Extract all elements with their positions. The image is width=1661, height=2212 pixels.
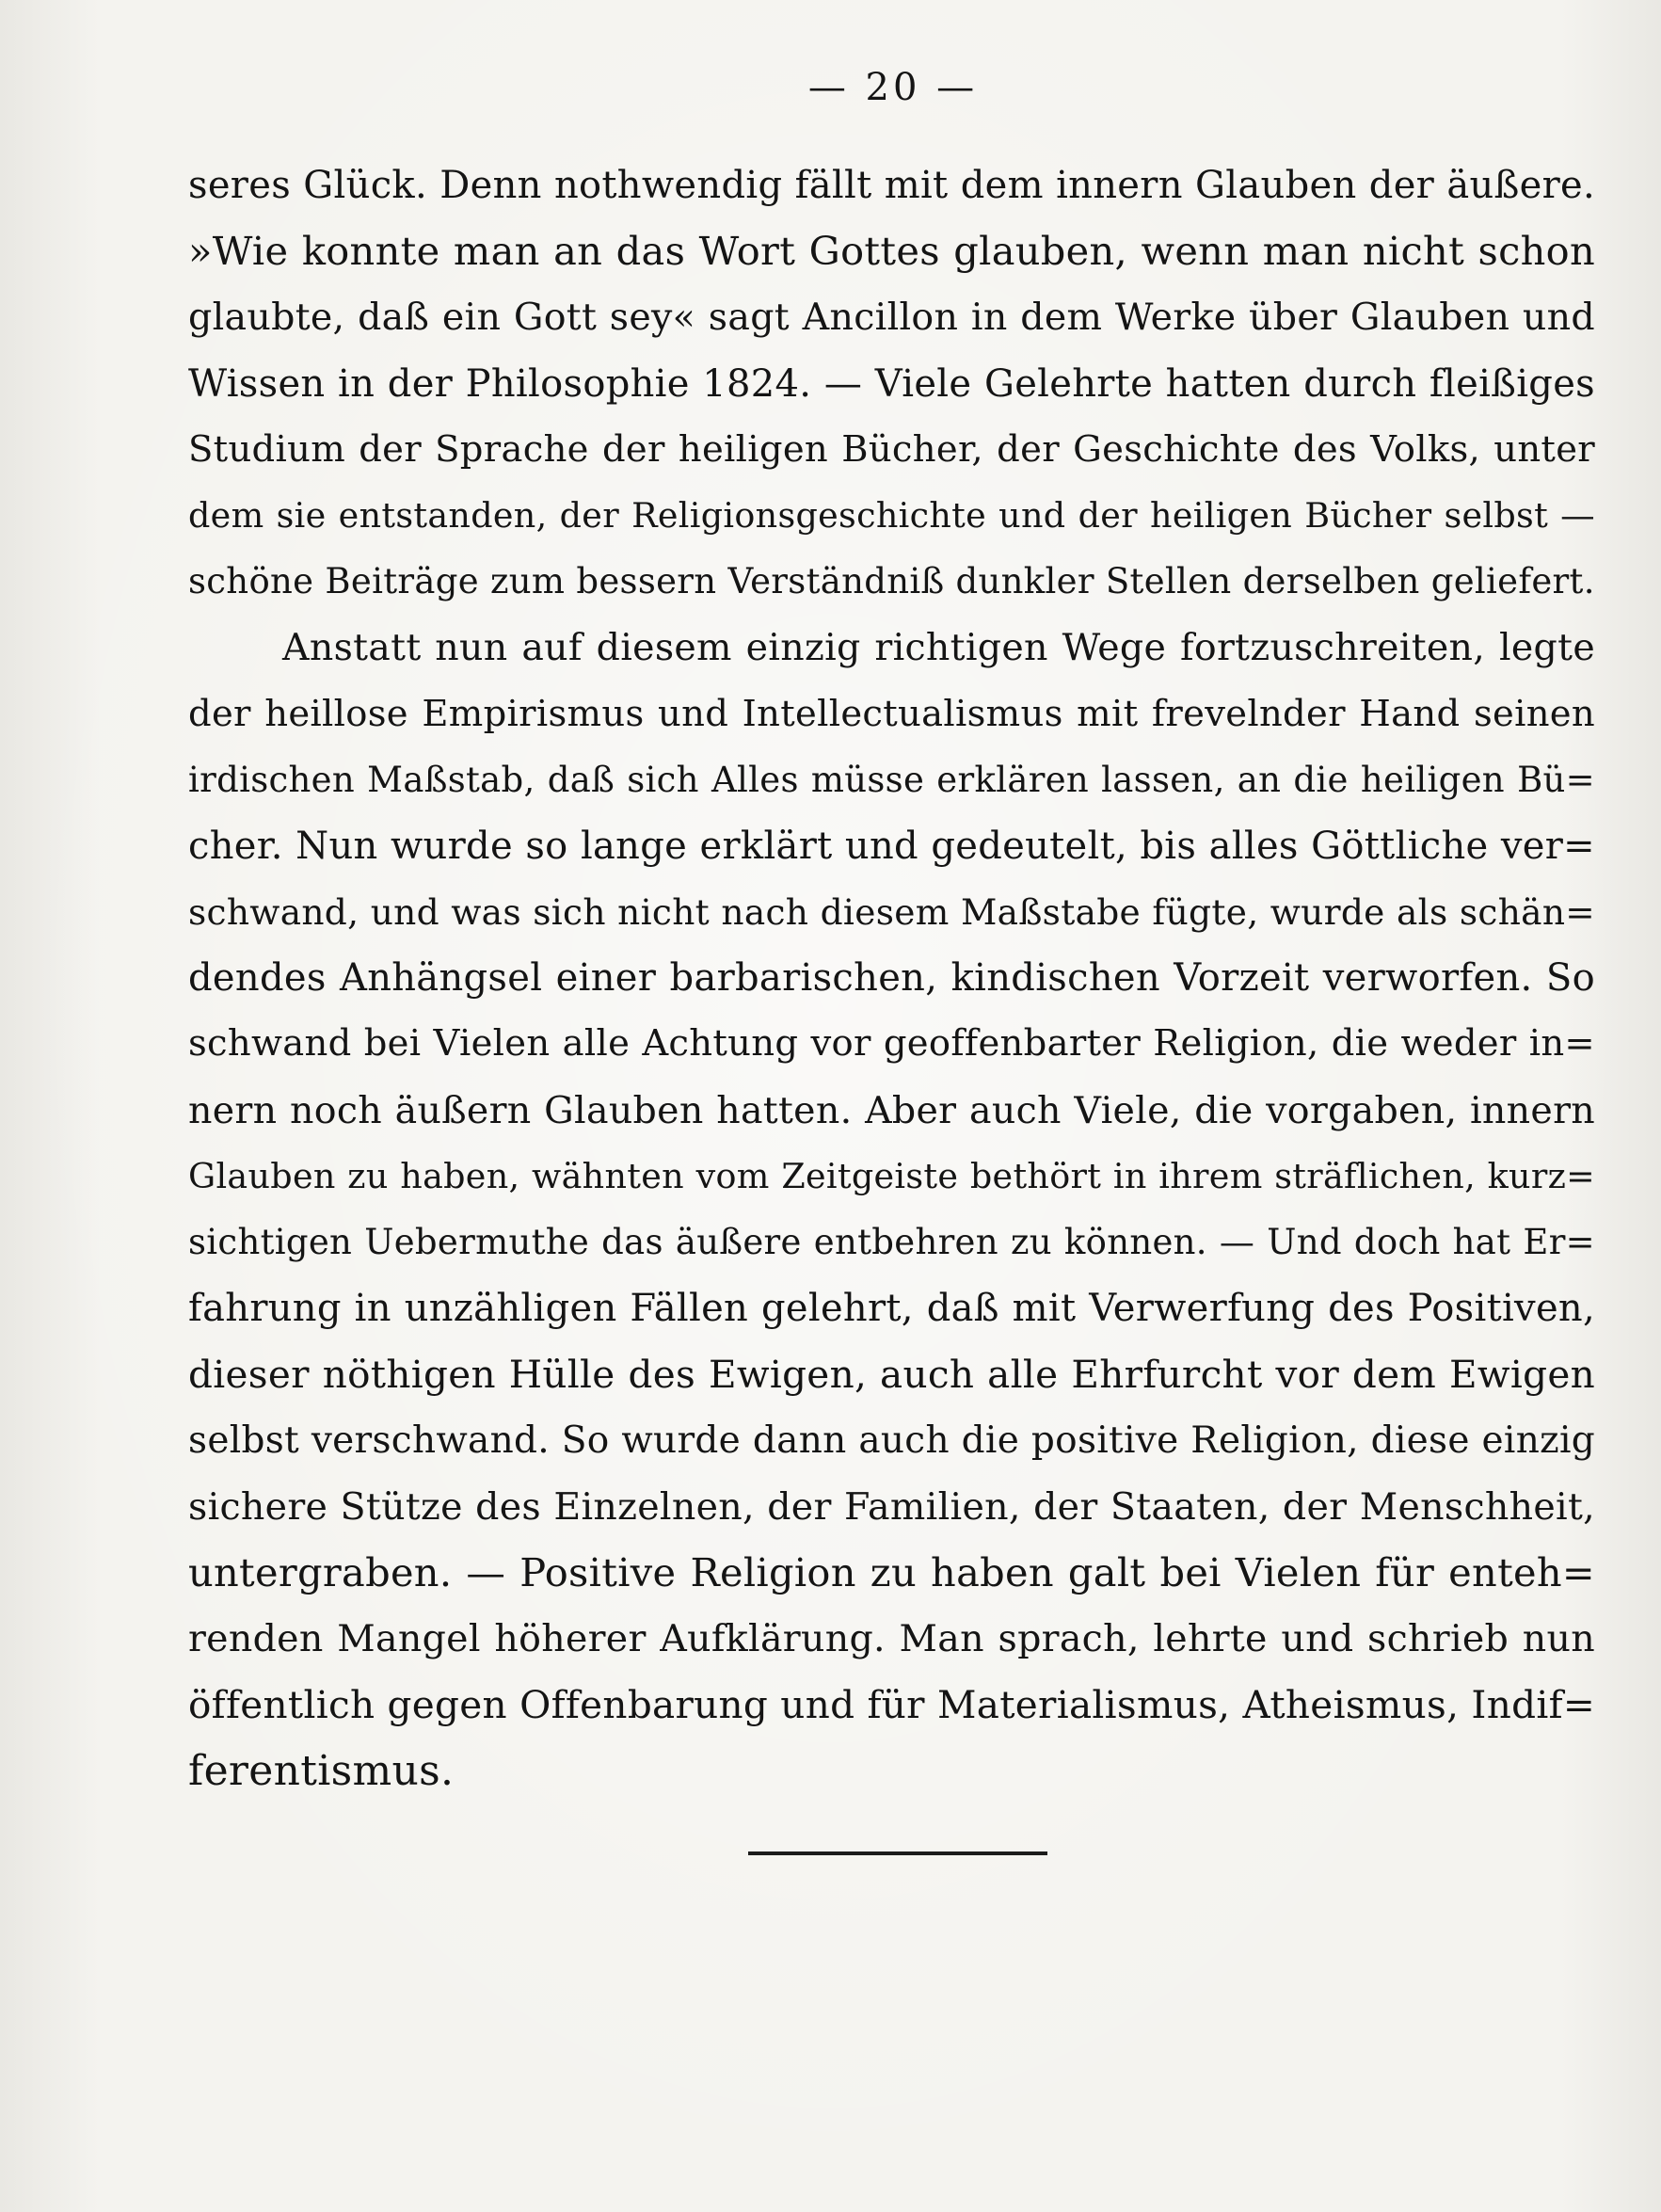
text-line: dendes Anhängsel einer barbarischen, kindischen Vorzeit verworfen. So (188, 956, 1595, 1001)
text-line: »Wie konnte man an das Wort Gottes glauben, wenn man nicht schon (188, 228, 1595, 275)
text-line: Wissen in der Philosophie 1824. — Viele Gelehrte hatten durch fleißiges (188, 361, 1595, 406)
text-line: schwand bei Vielen alle Achtung vor geoffenbarter Religion, die weder in= (188, 1022, 1595, 1066)
text-line: schöne Beiträge zum bessern Verständniß dunkler Stellen derselben geliefert. (188, 561, 1595, 602)
text-line: glaubte, daß ein Gott sey« sagt Ancillon in dem Werke über Glauben und (188, 296, 1595, 340)
text-line: sichere Stütze des Einzelnen, der Familien, der Staaten, der Menschheit, (188, 1484, 1595, 1529)
text-line: cher. Nun wurde so lange erklärt und gedeutelt, bis alles Göttliche ver= (188, 824, 1595, 868)
text-line: fahrung in unzähligen Fällen gelehrt, daß mit Verwerfung des Positiven, (188, 1287, 1595, 1331)
text-line: schwand, und was sich nicht nach diesem Maßstabe fügte, wurde als schän= (188, 891, 1595, 934)
text-line: renden Mangel höherer Aufklärung. Man sprach, lehrte und schrieb nun (188, 1617, 1595, 1661)
text-line: Studium der Sprache der heiligen Bücher, der Geschichte des Volks, unter (188, 427, 1595, 471)
text-line: der heillose Empirismus und Intellectualismus mit frevelnder Hand seinen (188, 692, 1595, 735)
text-line: untergraben. — Positive Religion zu haben galt bei Vielen für enteh= (188, 1548, 1595, 1595)
text-line: seres Glück. Denn nothwendig fällt mit dem innern Glauben der äußere. (188, 164, 1595, 207)
text-line: irdischen Maßstab, daß sich Alles müsse erklären lassen, an die heiligen Bü= (188, 759, 1595, 800)
page-number: — 20 — (807, 66, 979, 109)
text-line: Anstatt nun auf diesem einzig richtigen Wege fortzuschreiten, legte (282, 626, 1595, 670)
end-rule (748, 1851, 1047, 1855)
text-line: sichtigen Uebermuthe das äußere entbehren zu können. — Und doch hat Er= (188, 1222, 1595, 1262)
text-line: selbst verschwand. So wurde dann auch die positive Religion, diese einzig (188, 1419, 1595, 1462)
text-line: öffentlich gegen Offenbarung und für Materialismus, Atheismus, Indif= (188, 1682, 1596, 1728)
text-line: dem sie entstanden, der Religionsgeschichte und der heiligen Bücher selbst — (188, 494, 1595, 536)
body-text (188, 152, 1595, 1804)
text-line: ferentismus. (188, 1746, 455, 1795)
text-line: dieser nöthigen Hülle des Ewigen, auch alle Ehrfurcht vor dem Ewigen (188, 1352, 1595, 1398)
text-line: nern noch äußern Glauben hatten. Aber auch Viele, die vorgaben, innern (188, 1088, 1595, 1132)
text-line: Glauben zu haben, wähnten vom Zeitgeiste bethört in ihrem sträflichen, kurz= (188, 1155, 1595, 1196)
